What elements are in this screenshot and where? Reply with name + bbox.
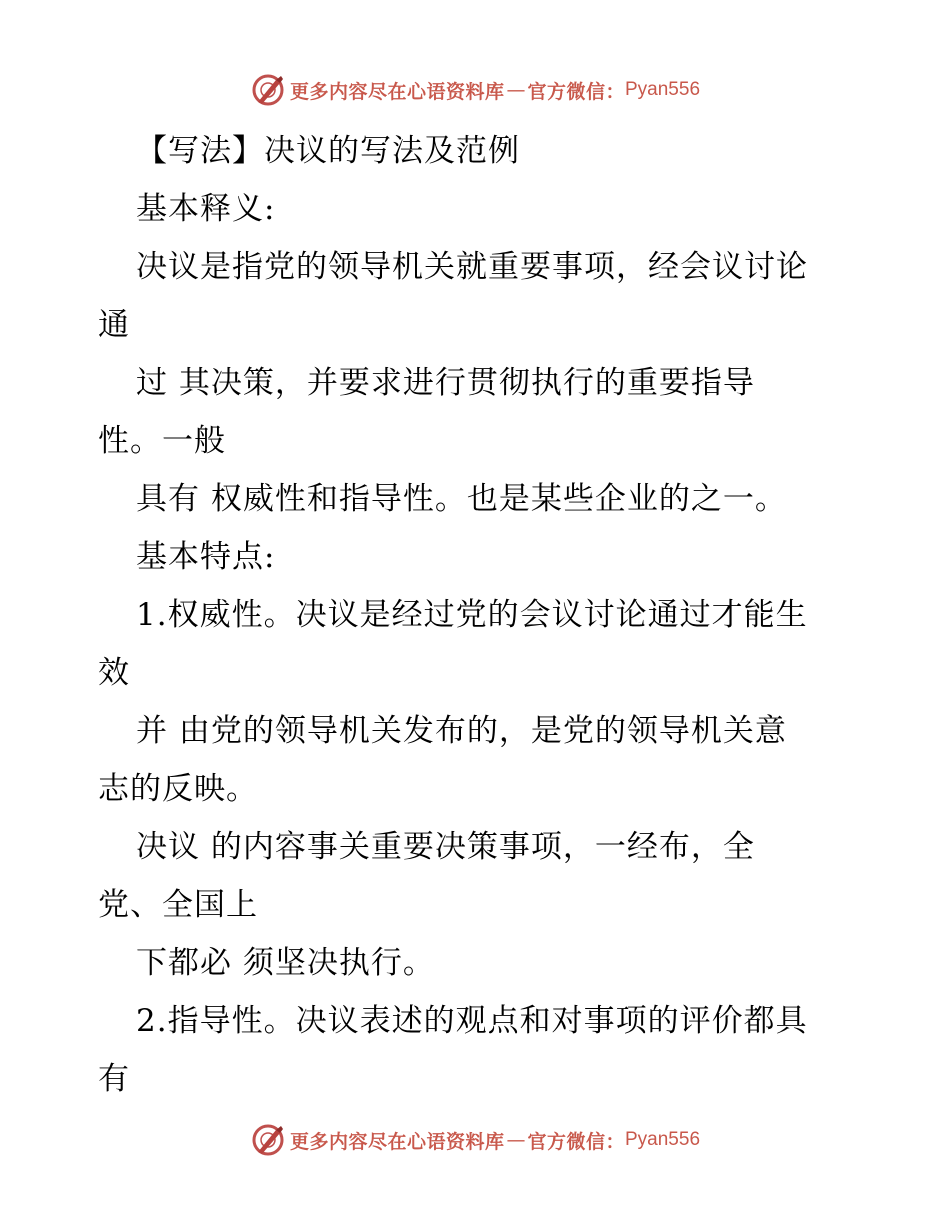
header-banner [0, 70, 950, 110]
banner-separator: — [506, 79, 526, 101]
document-body [98, 122, 878, 1108]
pen-nib-logo-icon [250, 1122, 286, 1158]
banner-wechat-id: Pyan556 [625, 79, 701, 100]
banner-site-text: 更多内容尽在心语资料库 [289, 1130, 505, 1153]
doc-line: 决议 的内容事关重要决策事项，一经布，全 [136, 829, 755, 865]
pen-nib-logo-icon [250, 72, 286, 108]
doc-title: 【写法】决议的写法及范例 [136, 133, 520, 169]
doc-line: 过 其决策，并要求进行贯彻执行的重要指导 [136, 365, 755, 401]
doc-line: 并 由党的领导机关发布的，是党的领导机关意 [136, 713, 787, 749]
banner-wechat-label: 官方微信： [527, 80, 625, 103]
doc-line: 有 [98, 1061, 130, 1097]
doc-line: 志的反映。 [98, 771, 258, 807]
doc-line: 基本释义: [136, 191, 276, 227]
doc-line: 决议是指党的领导机关就重要事项，经会议讨论 [136, 249, 808, 285]
doc-line: 具有 权威性和指导性。也是某些企业的之一。 [136, 481, 787, 517]
doc-line: 性。一般 [98, 423, 226, 459]
doc-line: 党、全国上 [98, 887, 258, 923]
banner-wechat-id: Pyan556 [625, 1129, 701, 1150]
doc-line: 基本特点: [136, 539, 276, 575]
banner-site-text: 更多内容尽在心语资料库 [289, 80, 505, 103]
footer-banner [0, 1120, 950, 1160]
doc-line: 通 [98, 307, 130, 343]
banner-separator: — [506, 1129, 526, 1151]
banner-wechat-label: 官方微信： [527, 1130, 625, 1153]
doc-line: 2.指导性。决议表述的观点和对事项的评价都具 [136, 1003, 808, 1039]
doc-line: 1.权威性。决议是经过党的会议讨论通过才能生 [136, 597, 808, 633]
doc-line: 效 [98, 655, 130, 691]
doc-line: 下都必 须坚决执行。 [136, 945, 435, 981]
